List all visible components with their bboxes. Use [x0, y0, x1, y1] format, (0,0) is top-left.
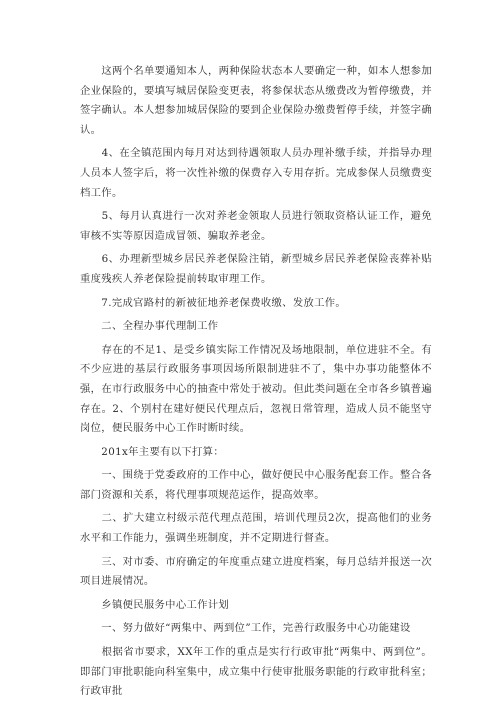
section-heading-service-center: 乡镇便民服务中心工作计划	[80, 598, 230, 611]
paragraph-insurance-notice: 这两个名单要通知本人，两种保险状态本人要确定一种，如本人想参加企业保险的，要填写城居保险变更表，将参保状态从缴费改为暂停缴费，并签字确认。本人想参加城居保险的要到企业保险办缴费暂停手续，并签字确认。	[80, 65, 432, 136]
paragraph-plan-2: 二、扩大建立村级示范代理点范围，培训代理员2次，提高他们的业务水平和工作能力，强调坐班制度，并不定期进行督查。	[80, 512, 432, 545]
paragraph-item-6: 6、办理新型城乡居民养老保险注销，新型城乡居民养老保险丧葬补贴重度残疾人养老保险提前转取审理工作。	[80, 253, 432, 285]
document-page	[80, 62, 432, 702]
section-heading-agency: 二、全程办事代理制工作	[80, 320, 219, 333]
paragraph-item-5: 5、每月认真进行一次对养老金领取人员进行领取资格认证工作，避免审核不实等原因造成冒领、骗取养老金。	[80, 210, 432, 242]
paragraph-goal-1: 一、努力做好“两集中、两到位”工作，完善行政服务中心功能建设	[80, 622, 411, 635]
paragraph-item-7: 7.完成官路村的新被征地养老保费收缴、发放工作。	[80, 296, 347, 309]
paragraph-plans-intro: 201x年主要有以下打算：	[80, 445, 224, 458]
paragraph-plan-3: 三、对市委、市府确定的年度重点建立进度档案，每月总结并报送一次项目进展情况。	[80, 555, 432, 588]
paragraph-plan-1: 一、围绕于党委政府的工作中心，做好便民中心服务配套工作。整合各部门资源和关系，将代理事项规范运作，提高效率。	[80, 469, 432, 501]
paragraph-item-4: 4、在全镇范围内每月对达到待遇领取人员办理补缴手续，并指导办理人员本人签字后，将一次性补缴的保费存入专用存折。完成参保人员缴费变档工作。	[80, 147, 432, 199]
paragraph-requirements: 根据省市要求，XX年工作的重点是实行行政审批“两集中、两到位”。即部门审批职能向科室集中，成立集中行使审批服务职能的行政审批科室；行政审批	[80, 646, 432, 698]
paragraph-shortcomings: 存在的不足1、是受乡镇实际工作情况及场地限制，单位进驻不全。有不少应进的基层行政服务事项因场所限制进驻不了，集中办事功能整体不强，在市行政服务中心的抽查中常处于被动。但此类问题在全市各乡镇普遍存在。2、个别村在建好便民代理点后，忽视日常管理，造成人员不能坚守岗位，便民服务中心工作时断时续。	[80, 343, 432, 435]
